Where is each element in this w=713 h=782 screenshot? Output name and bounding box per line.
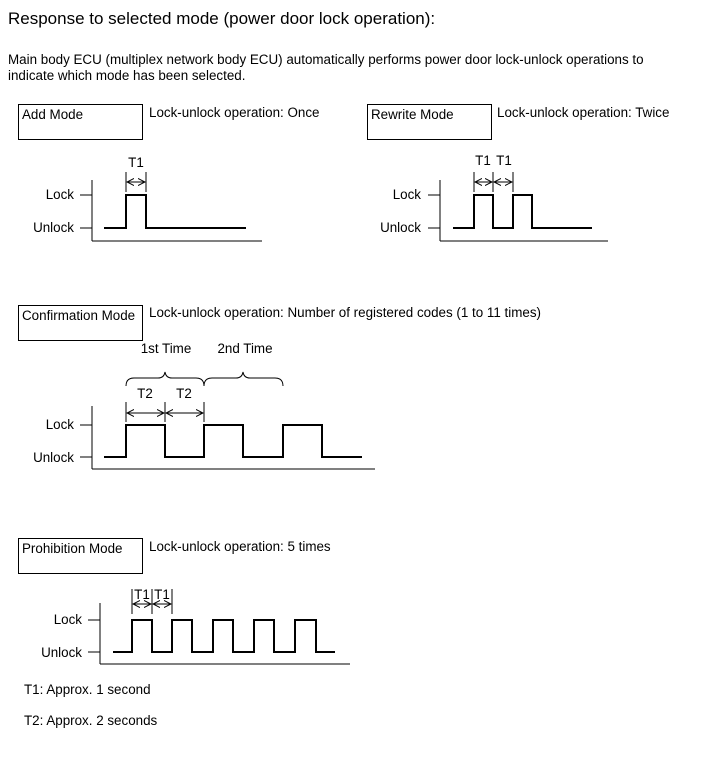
add-mode-diagram bbox=[33, 155, 262, 241]
confirmation-t2-label-a: T2 bbox=[137, 386, 153, 401]
prohibition-mode-box: Prohibition Mode bbox=[18, 538, 143, 574]
intro-line-1: Main body ECU (multiplex network body ECU) automatically performs power door lock-unlock operations to bbox=[8, 52, 644, 67]
add-waveform bbox=[104, 195, 246, 228]
page-title: Response to selected mode (power door lock operation): bbox=[8, 9, 436, 28]
add-unlock-label: Unlock bbox=[33, 220, 74, 235]
confirmation-first-brace bbox=[126, 372, 204, 386]
rewrite-unlock-label: Unlock bbox=[380, 220, 421, 235]
rewrite-mode-operation: Lock-unlock operation: Twice bbox=[497, 105, 670, 120]
prohibition-t1-label-b: T1 bbox=[154, 587, 170, 602]
confirmation-waveform bbox=[104, 425, 362, 457]
note-t2: T2: Approx. 2 seconds bbox=[24, 713, 158, 728]
rewrite-lock-label: Lock bbox=[392, 187, 421, 202]
confirmation-mode-box: Confirmation Mode bbox=[18, 305, 143, 341]
confirmation-second-brace bbox=[204, 372, 283, 386]
confirmation-first-label: 1st Time bbox=[140, 341, 192, 356]
add-t1-label: T1 bbox=[128, 155, 144, 170]
note-t1: T1: Approx. 1 second bbox=[24, 682, 151, 697]
rewrite-waveform bbox=[453, 195, 592, 228]
rewrite-t1-label-b: T1 bbox=[496, 153, 512, 168]
confirmation-t2-label-b: T2 bbox=[176, 386, 192, 401]
add-mode-box: Add Mode bbox=[18, 104, 143, 140]
confirmation-second-label: 2nd Time bbox=[217, 341, 273, 356]
confirmation-mode-operation: Lock-unlock operation: Number of registered codes (1 to 11 times) bbox=[149, 305, 541, 320]
prohibition-unlock-label: Unlock bbox=[41, 645, 82, 660]
add-lock-label: Lock bbox=[45, 187, 74, 202]
confirmation-lock-label: Lock bbox=[45, 417, 74, 432]
rewrite-mode-diagram bbox=[380, 153, 608, 241]
prohibition-mode-operation: Lock-unlock operation: 5 times bbox=[149, 539, 331, 554]
confirmation-unlock-label: Unlock bbox=[33, 450, 74, 465]
intro-line-2: indicate which mode has been selected. bbox=[8, 67, 246, 83]
prohibition-mode-diagram bbox=[41, 587, 350, 664]
rewrite-mode-box: Rewrite Mode bbox=[367, 104, 492, 140]
prohibition-t1-label-a: T1 bbox=[134, 587, 150, 602]
add-mode-operation: Lock-unlock operation: Once bbox=[149, 105, 320, 120]
confirmation-mode-diagram bbox=[33, 341, 375, 469]
prohibition-lock-label: Lock bbox=[53, 612, 82, 627]
prohibition-waveform bbox=[113, 620, 335, 652]
rewrite-t1-label-a: T1 bbox=[475, 153, 491, 168]
